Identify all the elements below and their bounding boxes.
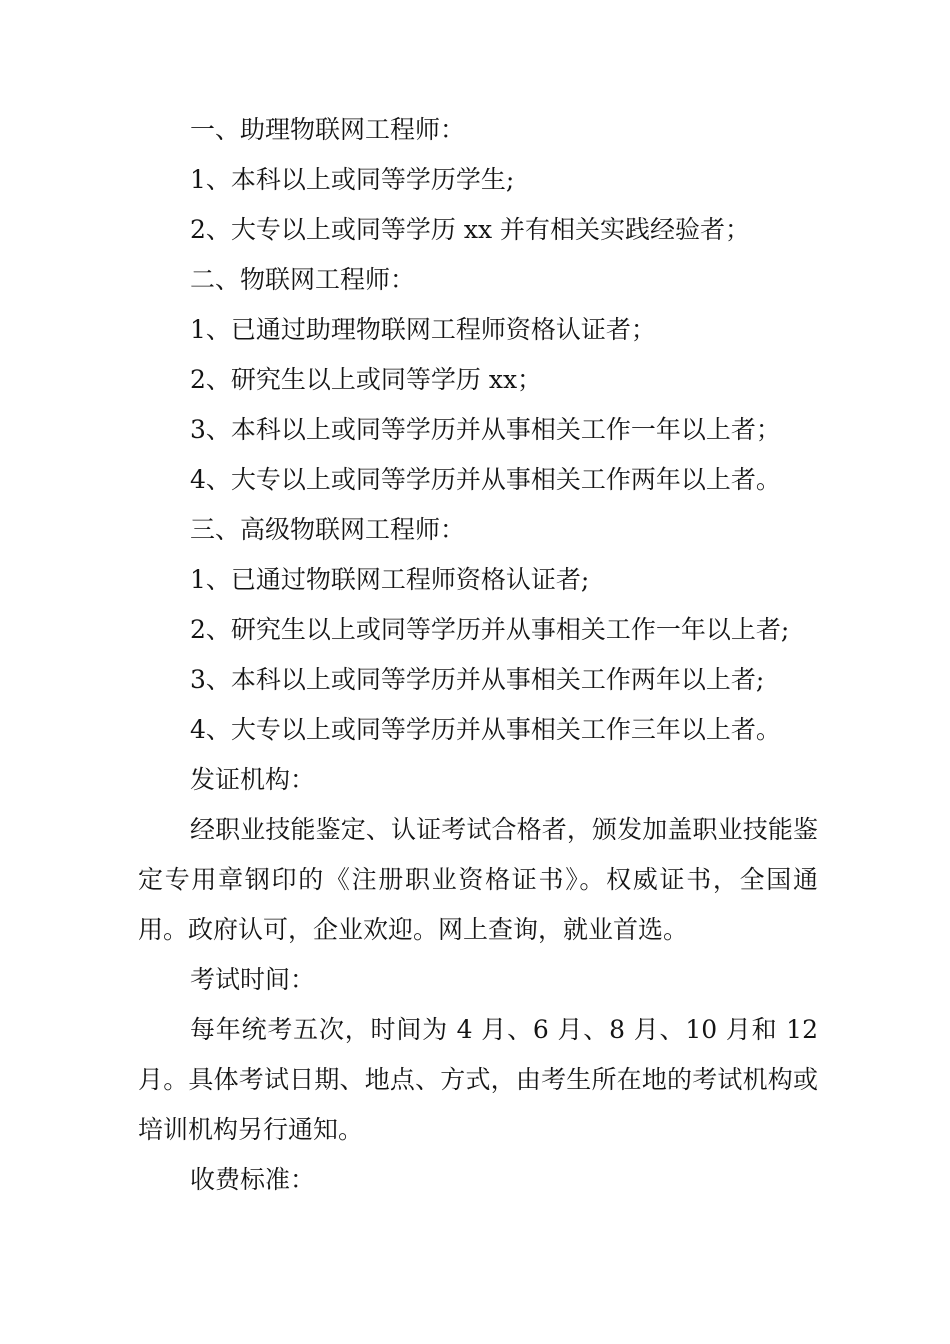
requirement-item: 4、大专以上或同等学历并从事相关工作三年以上者。	[190, 715, 781, 744]
requirement-item: 4、大专以上或同等学历并从事相关工作两年以上者。	[190, 465, 781, 494]
requirement-item: 2、大专以上或同等学历 xx 并有相关实践经验者；	[190, 215, 750, 244]
document-body	[138, 105, 818, 1205]
issuer-heading: 发证机构：	[190, 765, 316, 794]
issuer-paragraph: 经职业技能鉴定、认证考试合格者，颁发加盖职业技能鉴定专用章钢印的《注册职业资格证书》。权威证书，全国通用。政府认可，企业欢迎。网上查询，就业首选。	[138, 815, 818, 944]
fee-heading: 收费标准：	[190, 1165, 316, 1194]
requirement-item: 3、本科以上或同等学历并从事相关工作两年以上者;	[190, 665, 765, 694]
requirement-item: 1、已通过物联网工程师资格认证者;	[190, 565, 590, 594]
exam-time-heading: 考试时间：	[190, 965, 316, 994]
requirement-item: 2、研究生以上或同等学历并从事相关工作一年以上者;	[190, 615, 790, 644]
requirement-item: 1、已通过助理物联网工程师资格认证者；	[190, 315, 656, 344]
section-heading-assistant-engineer: 一、助理物联网工程师：	[190, 115, 466, 144]
requirement-item: 2、研究生以上或同等学历 xx；	[190, 365, 543, 394]
exam-time-paragraph: 每年统考五次，时间为 4 月、6 月、8 月、10 月和 12 月。具体考试日期、地点、方式，由考生所在地的考试机构或培训机构另行通知。	[138, 1015, 818, 1144]
requirement-item: 1、本科以上或同等学历学生;	[190, 165, 515, 194]
section-heading-senior-engineer: 三、高级物联网工程师：	[190, 515, 466, 544]
section-heading-engineer: 二、物联网工程师：	[190, 265, 416, 294]
requirement-item: 3、本科以上或同等学历并从事相关工作一年以上者；	[190, 415, 781, 444]
